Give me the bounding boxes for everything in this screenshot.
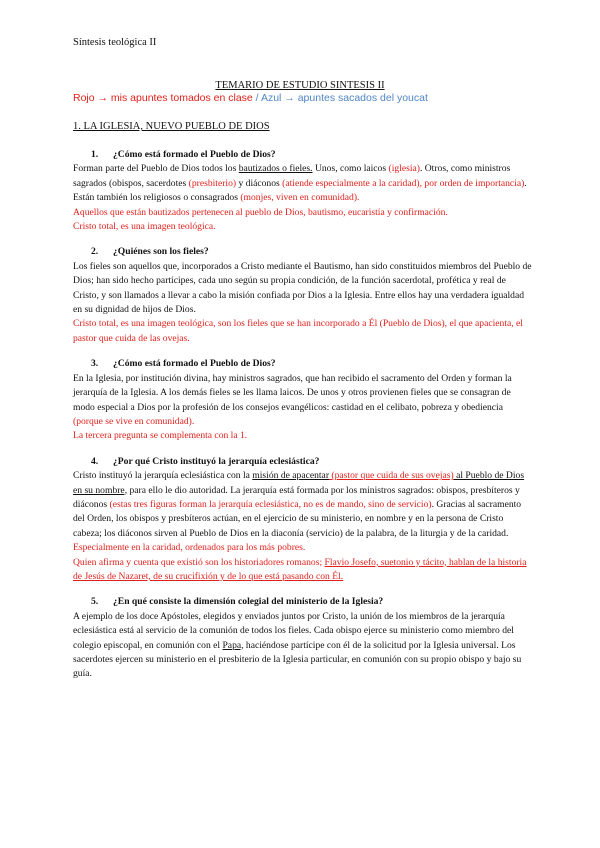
question-4-title: 4. ¿Por qué Cristo instituyó la jerarquía eclesiástica? xyxy=(91,455,320,467)
legend-blue: Azul → apuntes sacados del youcat xyxy=(260,92,428,104)
legend-separator: / xyxy=(252,92,261,104)
question-1-note-1: Aquellos que están bautizados pertenecen al pueblo de Dios, bautismo, eucaristía y confirmación. xyxy=(73,206,448,218)
question-4-note-1: Especialmente en la caridad, ordenados para los más pobres. xyxy=(73,542,306,554)
section-heading: 1. LA IGLESIA, NUEVO PUEBLO DE DIOS xyxy=(73,121,270,132)
question-3-title: 3. ¿Cómo está formado el Pueblo de Dios? xyxy=(91,358,276,370)
question-2-title: 2. ¿Quiénes son los fieles? xyxy=(91,246,209,258)
question-4-note-2: Quien afirma y cuenta que existió son los historiadores romanos; Flavio Josefo, suetonio y tácito, hablan de la historia de Jesús de Nazaret, de su crucifixión y de lo que está pasando con Él. xyxy=(73,556,527,582)
question-5-body: A ejemplo de los doce Apóstoles, elegidos y enviados juntos por Cristo, la unión de los miembros de la jerarquía eclesiástica está al servicio de la comunión de todos los fieles. Cada obispo ejerce su ministerio como miembro del colegio episcopal, en comunión con el Papa, haciéndose partícipe con él de la solicitud por la Iglesia universal. Los sacerdotes ejercen su ministerio en el presbiterio de la Iglesia particular, en comunión con su propio obispo y bajo su guía. xyxy=(73,610,522,680)
question-5-title: 5. ¿En qué consiste la dimensión colegial del ministerio de la Iglesia? xyxy=(91,596,384,608)
question-2-note: Cristo total, es una imagen teológica, son los fieles que se han incorporado a Él (Pueblo de Dios), el que apacienta, el pastor que cuida de las ovejas. xyxy=(73,318,523,344)
document-title: TEMARIO DE ESTUDIO SINTESIS II xyxy=(215,80,385,91)
color-legend xyxy=(73,92,428,104)
question-1-title: 1. ¿Cómo está formado el Pueblo de Dios? xyxy=(91,149,276,160)
question-3-note: La tercera pregunta se complementa con la 1. xyxy=(73,430,248,442)
question-1-body: Forman parte del Pueblo de Dios todos los bautizados o fieles. Unos, como laicos (iglesia). Otros, como ministros sagrados (obispos, sacerdotes (presbiterio) y diáconos (atiende especialmente a la caridad), por orden de importancia). Están también los religiosos o consagrados (monjes, viven en comunidad). xyxy=(73,163,527,204)
legend-red: Rojo → mis apuntes tomados en clase xyxy=(73,92,253,104)
document-body xyxy=(73,148,533,682)
question-1-note-2: Cristo total, es una imagen teológica. xyxy=(73,221,216,233)
question-4-body: Cristo instituyó la jerarquía eclesiástica con la misión de apacentar (pastor que cuida de sus ovejas) al Pueblo de Dios en su nombre, para ello le dio autoridad. La jerarquía está formada por los ministros sagrados: obispos, presbíteros y diáconos (estas tres figuras forman la jerarquía eclesiástica, no es de mando, sino de servicio). Gracias al sacramento del Orden, los obispos y presbíteros actúan, en el ejercicio de su ministerio, en nombre y en la persona de Cristo cabeza; los diáconos sirven al Pueblo de Dios en la diaconía (servicio) de la palabra, de la liturgia y de la caridad. xyxy=(73,470,525,539)
page-header: Síntesis teológica II xyxy=(73,37,157,48)
question-3-body: En la Iglesia, por institución divina, hay ministros sagrados, que han recibido el sacramento del Orden y forman la jerarquía de la Iglesia. A los demás fieles se les llama laicos. De unos y otros provienen fieles que se consagran de modo especial a Dios por la profesión de los consejos evangélicos: castidad en el celibato, pobreza y obediencia (porque se vive en comunidad). xyxy=(73,372,512,427)
question-2-body: Los fieles son aquellos que, incorporados a Cristo mediante el Bautismo, han sido constituidos miembros del Pueblo de Dios; han sido hecho partícipes, cada uno según su propia condición, de la función sacerdotal, profética y real de Cristo, y son llamados a llevar a cabo la misión confiada por Dios a la Iglesia. Entre ellos hay una verdadera igualdad en su dignidad de hijos de Dios. xyxy=(73,260,532,316)
